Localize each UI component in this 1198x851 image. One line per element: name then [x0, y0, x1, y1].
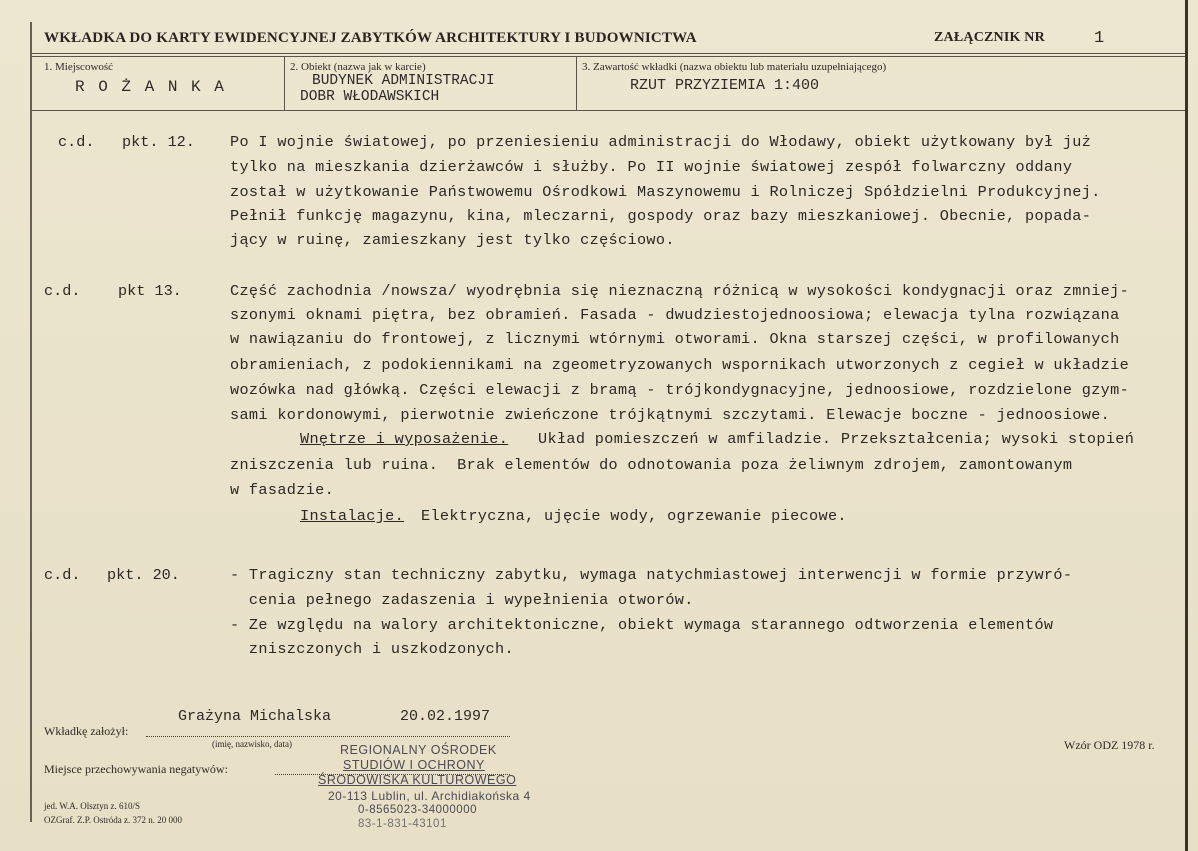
creator-caption: (imię, nazwisko, data): [212, 739, 292, 749]
interior-line: Układ pomieszczeń w amfiladzie. Przekształcenia; wysoki stopień: [538, 430, 1135, 448]
install-heading: Instalacje.: [300, 507, 405, 525]
right-border: [1185, 0, 1188, 851]
interior-heading: Wnętrze i wyposażenie.: [300, 430, 509, 448]
print-info-1: jed. W.A. Olsztyn z. 610/S: [44, 801, 140, 811]
attachment-label: ZAŁĄCZNIK NR: [934, 30, 1045, 45]
print-info-2: OZGraf. Z.P. Ostróda z. 372 n. 20 000: [44, 815, 182, 825]
section-12-line: jący w ruinę, zamieszkany jest tylko częściowo.: [230, 231, 675, 249]
creator-label: Wkładkę założył:: [44, 724, 129, 738]
negatives-label: Miejsce przechowywania negatywów:: [44, 762, 228, 776]
document-title: WKŁADKA DO KARTY EWIDENCYJNEJ ZABYTKÓW ARCHITEKTURY I BUDOWNICTWA: [44, 30, 697, 46]
section-12-line: został w użytkowanie Państwowemu Ośrodkowi Maszynowemu i Rolniczej Spółdzielni Produkcyjnej.: [230, 183, 1101, 201]
stamp-line: 83-1-831-43101: [358, 818, 447, 830]
section-20-point: pkt. 20.: [107, 566, 180, 584]
section-20-line: cenia pełnego zadaszenia i wypełnienia otworów.: [230, 591, 694, 609]
interior-line: w fasadzie.: [230, 481, 335, 499]
section-12-line: Pełnił funkcję magazynu, kina, mleczarni, gospody oraz bazy mieszkaniowej. Obecnie, popada-: [230, 207, 1092, 225]
section-13-line: wozówka nad główką. Części elewacji z bramą - trójkondygnacyjne, jednoosiowe, rozdzielone gzym-: [230, 381, 1130, 399]
stamp-line: REGIONALNY OŚRODEK: [340, 743, 497, 757]
creator-date: 20.02.1997: [400, 708, 491, 725]
stamp-line: 20-113 Lublin, ul. Archidiakońska 4: [328, 789, 531, 803]
section-20-line: zniszczonych i uszkodzonych.: [230, 640, 514, 658]
fields-bottom-rule: [32, 110, 1185, 111]
creator-dotted-line: [146, 735, 510, 737]
section-12-prefix: c.d.: [58, 133, 95, 151]
section-13-prefix: c.d.: [44, 282, 81, 300]
object-value-line1: BUDYNEK ADMINISTRACJI: [312, 73, 495, 89]
field-divider-2: [576, 56, 577, 110]
creator-name: Grażyna Michalska: [178, 708, 332, 725]
header-rule-2: [32, 56, 1185, 57]
section-20-line: - Tragiczny stan techniczny zabytku, wymaga natychmiastowej interwencji w formie przywró-: [230, 566, 1073, 584]
section-20-line: - Ze względu na walory architektoniczne, obiekt wymaga starannego odtworzenia elementów: [230, 616, 1054, 634]
section-13-line: Część zachodnia /nowsza/ wyodrębnia się nieznaczną różnicą w wysokości kondygnacji oraz zmniej-: [230, 282, 1130, 300]
object-value-line2: DOBR WŁODAWSKICH: [300, 89, 440, 105]
install-text: Elektryczna, ujęcie wody, ogrzewanie piecowe.: [421, 507, 847, 525]
field-divider-1: [284, 56, 285, 110]
object-label: 2. Obiekt (nazwa jak w karcie): [290, 61, 426, 73]
attachment-number: 1: [1094, 29, 1105, 48]
place-label: 1. Miejscowość: [44, 61, 114, 73]
section-12-point: pkt. 12.: [122, 133, 195, 151]
interior-line: zniszczenia lub ruina. Brak elementów do odnotowania poza żeliwnym zdrojem, zamontowanym: [230, 456, 1073, 474]
stamp-line: STUDIÓW I OCHRONY: [343, 758, 485, 772]
section-20-prefix: c.d.: [44, 566, 81, 584]
stamp-line: ŚRODOWISKA KULTUROWEGO: [318, 773, 517, 787]
stamp-line: 0-8565023-34000000: [358, 804, 477, 816]
section-12-line: tylko na mieszkania dzierżawców i służby. Po II wojnie światowej zespół folwarczny oddany: [230, 158, 1073, 176]
section-13-line: szonymi oknami piętra, bez obramień. Fasada - dwudziestojednoosiowa; elewacja tylna rozwiązana: [230, 306, 1120, 324]
template-code: Wzór ODZ 1978 r.: [1064, 738, 1155, 752]
header-rule: [32, 53, 1185, 54]
left-border: [30, 22, 32, 822]
content-value: RZUT PRZYZIEMIA 1:400: [630, 77, 820, 94]
section-13-line: w nawiązaniu do frontowej, z licznymi wtórnymi otworami. Okna starszej części, w profilowanych: [230, 330, 1120, 348]
section-13-point: pkt 13.: [118, 282, 182, 300]
section-13-line: sami kordonowymi, pierwotnie zwieńczone trójkątnymi szczytami. Elewacje boczne - jednoosiowe.: [230, 406, 1111, 424]
section-13-line: obramieniach, z podokiennikami na zgeometryzowanych wspornikach utworzonych z cegieł w układzie: [230, 356, 1130, 374]
place-value: R O Ż A N K A: [75, 78, 226, 96]
section-12-line: Po I wojnie światowej, po przeniesieniu administracji do Włodawy, obiekt użytkowany był już: [230, 133, 1092, 151]
content-label: 3. Zawartość wkładki (nazwa obiektu lub materiału uzupełniającego): [582, 61, 887, 73]
